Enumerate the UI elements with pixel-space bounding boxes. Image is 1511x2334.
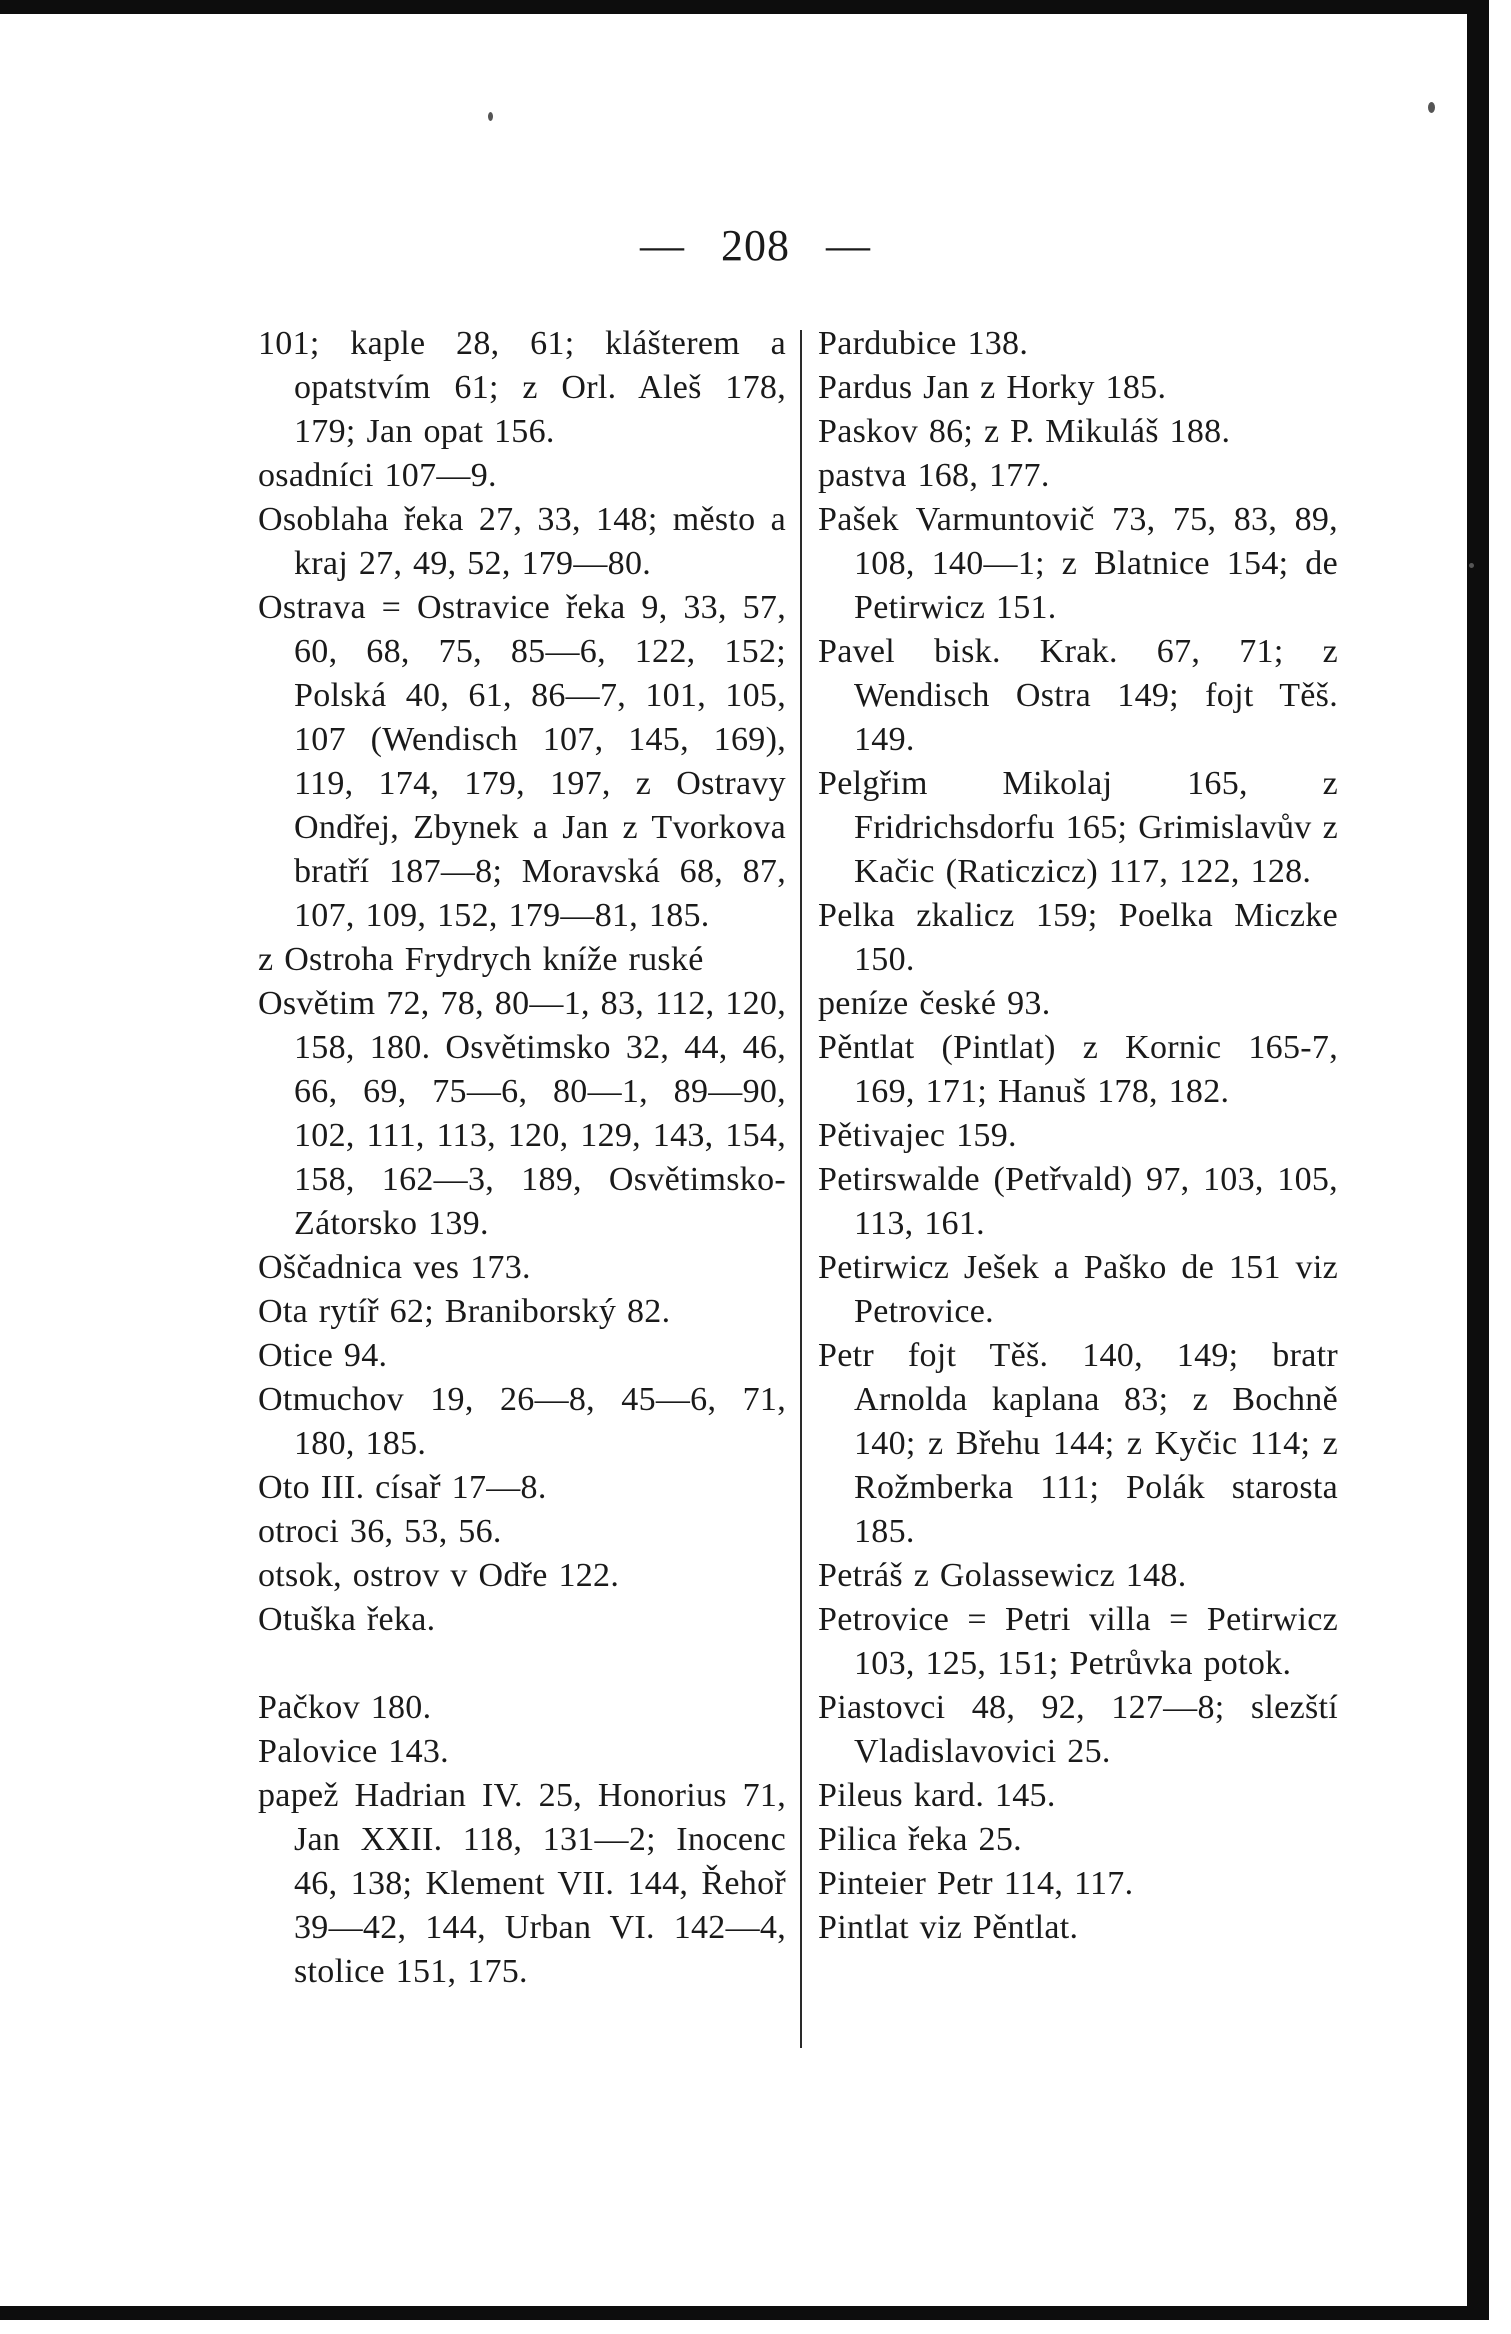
index-entry: otroci 36, 53, 56. [258, 1513, 502, 1550]
index-entry: Oto III. císař 17—8. [258, 1469, 547, 1506]
scan-speck [488, 112, 493, 121]
index-entry: papež Hadrian IV. 25, Honorius 71, Jan XXII. 118, 131—2; Inocenc 46, 138; Klement VII. 144, Řehoř 39—42, 144, Urban VI. 142—4, stolice 151, 175. [258, 1777, 786, 1990]
index-entry: Pinteier Petr 114, 117. [818, 1865, 1134, 1902]
index-entry: Pelgřim Mikolaj 165, z Fridrichsdorfu 165; Grimislavův z Kačic (Raticzicz) 117, 122, 128. [818, 765, 1338, 890]
index-entry: Petrovice = Petri villa = Petirwicz 103, 125, 151; Petrůvka potok. [818, 1601, 1338, 1682]
index-entry: Petirwicz Ješek a Paško de 151 viz Petrovice. [818, 1249, 1338, 1330]
index-entry: pastva 168, 177. [818, 457, 1050, 494]
index-entry: Pačkov 180. [258, 1689, 432, 1726]
index-entry: z Ostroha Frydrych kníže ruské [258, 941, 704, 978]
index-entry: Ota rytíř 62; Braniborský 82. [258, 1293, 671, 1330]
page-number-value: 208 [721, 221, 790, 270]
index-entry: Piastovci 48, 92, 127—8; slezští Vladislavovici 25. [818, 1689, 1338, 1770]
index-entry: Ostrava = Ostravice řeka 9, 33, 57, 60, 68, 75, 85—6, 122, 152; Polská 40, 61, 86—7, 101, 105, 107 (Wendisch 107, 145, 169), 119, 174, 179, 197, z Ostravy Ondřej, Zbynek a Jan z Tvorkova bratří 187—8; Moravská 68, 87, 107, 109, 152, 179—81, 185. [258, 589, 786, 934]
page-number-dash: — [640, 221, 685, 270]
index-entry: peníze české 93. [818, 985, 1051, 1022]
index-entry: Petirswalde (Petřvald) 97, 103, 105, 113, 161. [818, 1161, 1338, 1242]
index-column-right [818, 322, 1338, 1950]
page-number [0, 220, 1511, 271]
index-entry: Otuška řeka. [258, 1601, 436, 1638]
index-entry: Petr fojt Těš. 140, 149; bratr Arnolda kaplana 83; z Bochně 140; z Břehu 144; z Kyčic 114; z Rožmberka 111; Polák starosta 185. [818, 1337, 1338, 1550]
index-entry: 101; kaple 28, 61; klášterem a opatstvím 61; z Orl. Aleš 178, 179; Jan opat 156. [258, 325, 786, 450]
page-number-dash: — [826, 221, 871, 270]
index-entry: Pileus kard. 145. [818, 1777, 1056, 1814]
index-entry: Pavel bisk. Krak. 67, 71; z Wendisch Ostra 149; fojt Těš. 149. [818, 633, 1338, 758]
index-entry: Pelka zkalicz 159; Poelka Miczke 150. [818, 897, 1338, 978]
index-entry: Pašek Varmuntovič 73, 75, 83, 89, 108, 140—1; z Blatnice 154; de Petirwicz 151. [818, 501, 1338, 626]
index-entry: Palovice 143. [258, 1733, 449, 1770]
index-entry: Otmuchov 19, 26—8, 45—6, 71, 180, 185. [258, 1381, 786, 1462]
index-entry: osadníci 107—9. [258, 457, 497, 494]
index-entry: Paskov 86; z P. Mikuláš 188. [818, 413, 1231, 450]
index-entry: Otice 94. [258, 1337, 388, 1374]
index-entry: Osvětim 72, 78, 80—1, 83, 112, 120, 158, 180. Osvětimsko 32, 44, 46, 66, 69, 75—6, 80—1, 89—90, 102, 111, 113, 120, 129, 143, 154, 158, 162—3, 189, Osvětimsko-Zátorsko 139. [258, 985, 786, 1242]
index-entry: Pardus Jan z Horky 185. [818, 369, 1167, 406]
index-entry: Osoblaha řeka 27, 33, 148; město a kraj 27, 49, 52, 179—80. [258, 501, 786, 582]
index-entry: Pilica řeka 25. [818, 1821, 1022, 1858]
index-entry: otsok, ostrov v Odře 122. [258, 1557, 620, 1594]
index-entry: Pěntlat (Pintlat) z Kornic 165-7, 169, 171; Hanuš 178, 182. [818, 1029, 1338, 1110]
section-gap [258, 1642, 786, 1686]
index-entry: Petráš z Golassewicz 148. [818, 1557, 1187, 1594]
index-entry: Oščadnica ves 173. [258, 1249, 531, 1286]
index-entry: Pintlat viz Pěntlat. [818, 1909, 1079, 1946]
scan-speck [1428, 102, 1435, 113]
column-divider [800, 330, 802, 2048]
index-entry: Pětivajec 159. [818, 1117, 1017, 1154]
scan-speck [1469, 563, 1474, 568]
index-column-left [258, 322, 786, 1994]
index-entry: Pardubice 138. [818, 325, 1029, 362]
